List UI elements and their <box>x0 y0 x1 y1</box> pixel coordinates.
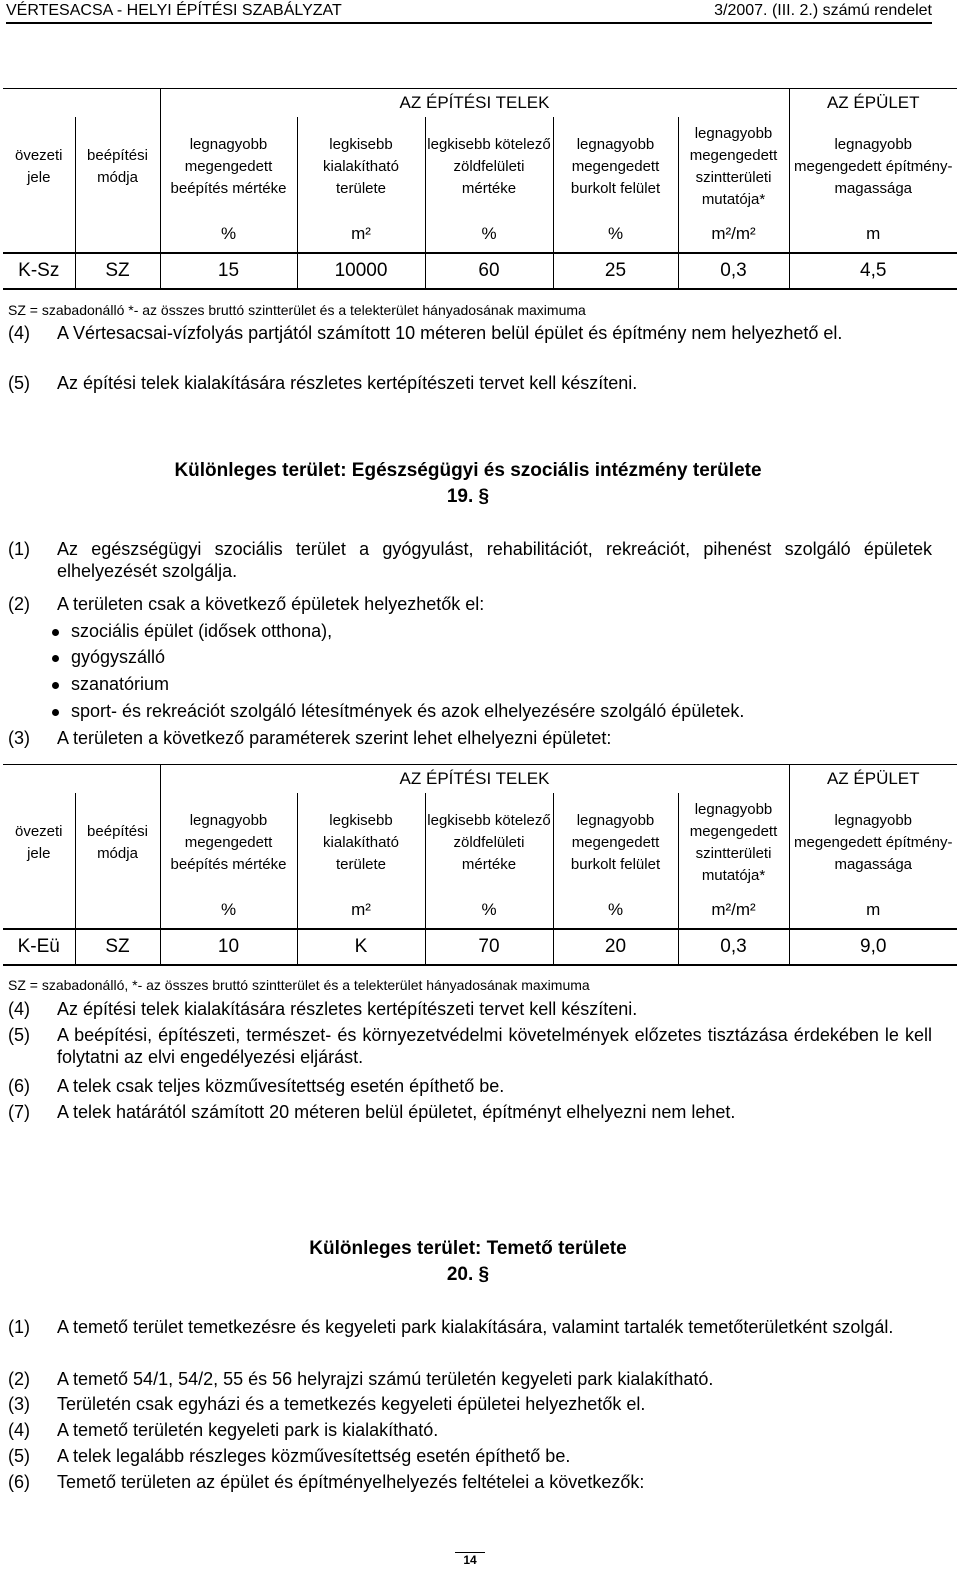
value-cell: K-Sz <box>3 253 75 289</box>
paragraph-text: A Vértesacsai-vízfolyás partjától számított 10 méteren belül épület és építmény nem helyezhető el. <box>57 323 843 343</box>
group-header-epulet: AZ ÉPÜLET <box>789 89 957 117</box>
paragraph-number: (2) <box>8 594 30 614</box>
paragraph-text: A telek legalább részleges közművesítettség esetén építhető be. <box>57 1446 571 1466</box>
value-cell: 15 <box>160 253 297 289</box>
value-cell: 10 <box>160 929 297 965</box>
paragraph-4 <box>8 1419 932 1441</box>
unit-cell: m <box>789 217 957 253</box>
col-header-min-green: legkisebb kötelező zöldfelületi mértéke <box>425 117 553 217</box>
unit-cell: % <box>425 893 553 929</box>
list-item: szanatórium <box>52 674 169 695</box>
paragraph-number: (3) <box>8 1394 30 1414</box>
table-footnote: SZ = szabadonálló *- az összes bruttó szintterület és a telekterület hányadosának maximuma <box>8 302 586 318</box>
paragraph-text: A telek csak teljes közművesítettség esetén építhető be. <box>57 1076 505 1096</box>
col-header-max-height: legnagyobb megengedett építmény-magassága <box>789 117 957 217</box>
paragraph-text: A beépítési, építészeti, természet- és környezetvédelmi követelmények előzetes tisztázása érdekében le kell folytatni az elvi engedélyezési eljárást. <box>57 1025 932 1067</box>
list-item: szociális épület (idősek otthona), <box>52 621 332 642</box>
paragraph-text: A területen csak a következő épületek helyezhetők el: <box>57 594 485 614</box>
paragraph-text: Az építési telek kialakítására részletes kertépítészeti tervet kell készíteni. <box>57 373 638 393</box>
col-header-floor-ratio: legnagyobb megengedett szintterületi mutatója* <box>678 117 789 217</box>
paragraph-5 <box>8 1445 932 1467</box>
paragraph-3 <box>8 727 932 749</box>
unit-cell: % <box>160 217 297 253</box>
paragraph-text: A telek határától számított 20 méteren belül épületet, építményt elhelyezni nem lehet. <box>57 1102 736 1122</box>
page-number: 14 <box>455 1552 485 1567</box>
col-header-max-coverage: legnagyobb megengedett beépítés mértéke <box>160 793 297 893</box>
paragraph-4 <box>8 998 932 1020</box>
paragraph-5 <box>8 1024 932 1068</box>
page-header <box>6 2 932 24</box>
paragraph-number: (2) <box>8 1369 30 1389</box>
paragraph-4 <box>8 322 932 344</box>
list-item: gyógyszálló <box>52 647 165 668</box>
value-cell: 10000 <box>297 253 425 289</box>
col-header-min-area: legkisebb kialakítható területe <box>297 793 425 893</box>
paragraph-2 <box>8 593 932 615</box>
paragraph-2 <box>8 1368 932 1390</box>
group-header-telek: AZ ÉPÍTÉSI TELEK <box>160 765 789 793</box>
paragraph-text: Temető területen az épület és építményelhelyezés feltételei a következők: <box>57 1472 645 1492</box>
regulation-table-k-eu <box>3 764 957 966</box>
col-header-zone: övezeti jele <box>14 146 63 186</box>
section-number-20: 20. § <box>446 1264 490 1285</box>
value-cell: 70 <box>425 929 553 965</box>
paragraph-text: A temető terület temetkezésre és kegyeleti park kialakítására, valamint tartalék temetőterületként szolgál. <box>57 1317 894 1337</box>
paragraph-number: (3) <box>8 728 30 748</box>
paragraph-number: (5) <box>8 1446 30 1466</box>
unit-cell: m <box>789 893 957 929</box>
section-number-19: 19. § <box>446 486 490 507</box>
regulation-table-k-sz <box>3 88 957 290</box>
paragraph-6 <box>8 1471 932 1493</box>
paragraph-7 <box>8 1101 932 1123</box>
value-cell: 4,5 <box>789 253 957 289</box>
col-header-max-coverage: legnagyobb megengedett beépítés mértéke <box>160 117 297 217</box>
col-header-max-paved: legnagyobb megengedett burkolt felület <box>553 793 678 893</box>
paragraph-number: (6) <box>8 1472 30 1492</box>
value-cell: 0,3 <box>678 929 789 965</box>
value-cell: K <box>297 929 425 965</box>
col-header-zone: övezeti jele <box>14 822 63 862</box>
value-cell: SZ <box>75 253 160 289</box>
paragraph-number: (4) <box>8 323 30 343</box>
table-footnote: SZ = szabadonálló, *- az összes bruttó szintterület és a telekterület hányadosának maximuma <box>8 977 590 993</box>
paragraph-6 <box>8 1075 932 1097</box>
unit-cell: % <box>553 893 678 929</box>
header-title: VÉRTESACSA - HELYI ÉPÍTÉSI SZABÁLYZAT <box>6 2 342 19</box>
paragraph-text: A temető 54/1, 54/2, 55 és 56 helyrajzi számú területén kegyeleti park kialakítható. <box>57 1369 714 1389</box>
paragraph-number: (5) <box>8 373 30 393</box>
bullet-icon <box>52 709 59 716</box>
unit-cell: m²/m² <box>678 893 789 929</box>
col-header-min-area: legkisebb kialakítható területe <box>297 117 425 217</box>
paragraph-number: (4) <box>8 1420 30 1440</box>
list-item: sport- és rekreációt szolgáló létesítmények és azok elhelyezésére szolgáló épületek. <box>52 701 744 722</box>
bullet-icon <box>52 655 59 662</box>
paragraph-text: Az egészségügyi szociális terület a gyógyulást, rehabilitációt, rekreációt, pihenést szolgáló épületek elhelyezését szolgálja. <box>57 539 932 581</box>
paragraph-number: (1) <box>8 539 30 559</box>
paragraph-number: (4) <box>8 999 30 1019</box>
paragraph-1 <box>8 1316 932 1338</box>
unit-cell: m² <box>297 217 425 253</box>
col-header-build-mode: beépítési módja <box>75 117 160 217</box>
paragraph-text: A temető területén kegyeleti park is kialakítható. <box>57 1420 439 1440</box>
paragraph-number: (1) <box>8 1317 30 1337</box>
bullet-icon <box>52 682 59 689</box>
unit-cell: % <box>160 893 297 929</box>
col-header-min-green: legkisebb kötelező zöldfelületi mértéke <box>425 793 553 893</box>
paragraph-text: Az építési telek kialakítására részletes kertépítészeti tervet kell készíteni. <box>57 999 638 1019</box>
section-title-cemetery: Különleges terület: Temető területe <box>309 1238 627 1259</box>
value-cell: 20 <box>553 929 678 965</box>
paragraph-number: (5) <box>8 1025 30 1045</box>
value-cell: 9,0 <box>789 929 957 965</box>
value-cell: 0,3 <box>678 253 789 289</box>
col-header-floor-ratio: legnagyobb megengedett szintterületi mutatója* <box>678 793 789 893</box>
section-title-health: Különleges terület: Egészségügyi és szociális intézmény területe <box>174 460 762 481</box>
value-cell: 25 <box>553 253 678 289</box>
paragraph-3 <box>8 1393 932 1415</box>
col-header-build-mode: beépítési módja <box>75 793 160 893</box>
unit-cell: % <box>553 217 678 253</box>
paragraph-text: A területen a következő paraméterek szerint lehet elhelyezni épületet: <box>57 728 612 748</box>
value-cell: SZ <box>75 929 160 965</box>
header-regulation-number: 3/2007. (III. 2.) számú rendelet <box>714 2 932 19</box>
paragraph-5 <box>8 372 932 394</box>
unit-cell: m² <box>297 893 425 929</box>
group-header-telek: AZ ÉPÍTÉSI TELEK <box>160 89 789 117</box>
paragraph-text: Területén csak egyházi és a temetkezés kegyeleti épületei helyezhetők el. <box>57 1394 646 1414</box>
unit-cell: % <box>425 217 553 253</box>
unit-cell: m²/m² <box>678 217 789 253</box>
col-header-max-height: legnagyobb megengedett építmény-magassága <box>789 793 957 893</box>
value-cell: 60 <box>425 253 553 289</box>
paragraph-number: (6) <box>8 1076 30 1096</box>
group-header-epulet: AZ ÉPÜLET <box>789 765 957 793</box>
col-header-max-paved: legnagyobb megengedett burkolt felület <box>553 117 678 217</box>
value-cell: K-Eü <box>3 929 75 965</box>
paragraph-1 <box>8 538 932 582</box>
paragraph-number: (7) <box>8 1102 30 1122</box>
bullet-icon <box>52 629 59 636</box>
